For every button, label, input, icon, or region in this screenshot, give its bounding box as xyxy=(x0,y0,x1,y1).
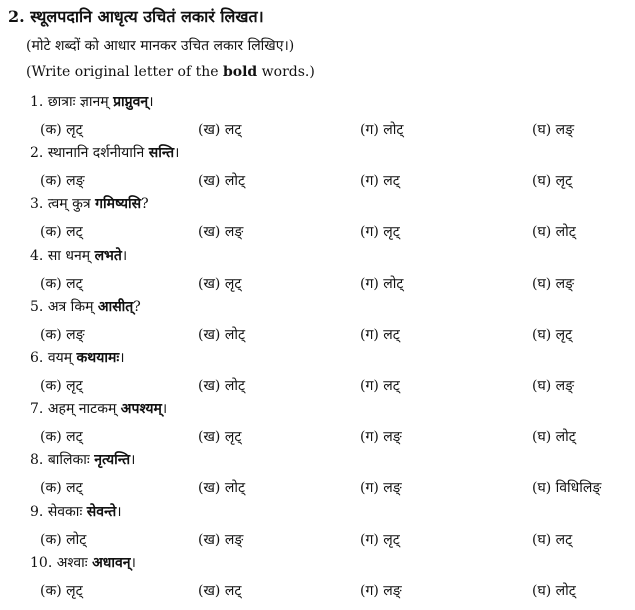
question-bold-word: गमिष्यसि xyxy=(95,196,142,212)
question-bold-word: नृत्यन्ति xyxy=(94,452,131,468)
question-number: 5. xyxy=(30,299,44,315)
question-number: 8. xyxy=(30,452,44,468)
question-bold-word: कथयामः xyxy=(76,350,120,366)
option-3[interactable]: (ग) लङ् xyxy=(360,480,402,496)
question-number: 10. xyxy=(30,555,53,571)
question-1 xyxy=(30,89,154,115)
option-1[interactable]: (क) लट् xyxy=(40,224,83,240)
options-row-10 xyxy=(0,577,635,605)
option-1[interactable]: (क) लोट् xyxy=(40,532,87,548)
option-4[interactable]: (घ) विधिलिङ् xyxy=(532,480,602,496)
option-4[interactable]: (घ) लङ् xyxy=(532,276,575,292)
question-end-mark: । xyxy=(148,94,154,110)
question-text: अहम् नाटकम् xyxy=(47,401,117,417)
option-3[interactable]: (ग) लट् xyxy=(360,327,400,343)
question-text: सेवकाः xyxy=(47,504,83,520)
option-3[interactable]: (ग) लट् xyxy=(360,378,400,394)
option-1[interactable]: (क) लट् xyxy=(40,429,83,445)
option-3[interactable]: (ग) लृट् xyxy=(360,532,400,548)
question-end-mark: । xyxy=(130,452,136,468)
question-bold-word: अपश्यम् xyxy=(120,401,162,417)
option-2[interactable]: (ख) लोट् xyxy=(198,480,245,496)
option-4[interactable]: (घ) लङ् xyxy=(532,122,575,138)
option-1[interactable]: (क) लट् xyxy=(40,276,83,292)
question-4 xyxy=(30,243,127,269)
option-2[interactable]: (ख) लोट् xyxy=(198,378,245,394)
question-end-mark: ? xyxy=(133,299,141,315)
question-number: 2. xyxy=(30,145,44,161)
question-end-mark: । xyxy=(174,145,180,161)
option-2[interactable]: (ख) लोट् xyxy=(198,173,245,189)
option-2[interactable]: (ख) लट् xyxy=(198,122,242,138)
question-text: त्वम् कुत्र xyxy=(47,196,91,212)
option-1[interactable]: (क) लृट् xyxy=(40,378,83,394)
option-4[interactable]: (घ) लृट् xyxy=(532,173,573,189)
instruction-english xyxy=(26,64,315,80)
option-4[interactable]: (घ) लट् xyxy=(532,532,573,548)
option-3[interactable]: (ग) लङ् xyxy=(360,429,402,445)
instruction-english-after: words.) xyxy=(257,64,315,80)
question-3 xyxy=(30,191,149,217)
question-number: 1. xyxy=(30,94,44,110)
question-7 xyxy=(30,396,167,422)
option-1[interactable]: (क) लङ् xyxy=(40,173,85,189)
option-3[interactable]: (ग) लोट् xyxy=(360,276,404,292)
option-4[interactable]: (घ) लृट् xyxy=(532,327,573,343)
option-2[interactable]: (ख) लङ् xyxy=(198,532,244,548)
question-8 xyxy=(30,447,135,473)
option-1[interactable]: (क) लृट् xyxy=(40,122,83,138)
question-text: बालिकाः xyxy=(47,452,90,468)
question-bold-word: सन्ति xyxy=(148,145,175,161)
question-heading: 2. स्थूलपदानि आधृत्य उचितं लकारं लिखत। xyxy=(8,7,264,26)
options-row-8 xyxy=(0,474,635,502)
option-2[interactable]: (ख) लङ् xyxy=(198,224,244,240)
question-bold-word: अधावन् xyxy=(92,555,131,571)
question-number: 7. xyxy=(30,401,44,417)
option-4[interactable]: (घ) लोट् xyxy=(532,429,576,445)
instruction-english-bold: bold xyxy=(222,64,258,80)
question-text: अश्वाः xyxy=(56,555,88,571)
question-end-mark: । xyxy=(121,248,128,264)
question-number: 3. xyxy=(30,196,44,212)
option-3[interactable]: (ग) लट् xyxy=(360,173,400,189)
option-4[interactable]: (घ) लोट् xyxy=(532,224,576,240)
option-4[interactable]: (घ) लङ् xyxy=(532,378,575,394)
option-3[interactable]: (ग) लङ् xyxy=(360,583,402,599)
question-2 xyxy=(30,140,179,166)
option-2[interactable]: (ख) लृट् xyxy=(198,429,242,445)
question-end-mark: । xyxy=(119,350,125,366)
option-2[interactable]: (ख) लोट् xyxy=(198,327,245,343)
question-bold-word: सेवन्ते xyxy=(86,504,117,520)
question-end-mark: । xyxy=(130,555,136,571)
question-text: सा धनम् xyxy=(47,248,91,264)
instruction-english-before: (Write original letter of the xyxy=(26,64,223,80)
question-end-mark: । xyxy=(116,504,122,520)
question-9 xyxy=(30,499,122,525)
question-bold-word: प्राप्नुवन् xyxy=(113,94,149,110)
question-number: 6. xyxy=(30,350,44,366)
question-text: अत्र किम् xyxy=(47,299,94,315)
option-3[interactable]: (ग) लृट् xyxy=(360,224,400,240)
question-end-mark: ? xyxy=(141,196,149,212)
option-2[interactable]: (ख) लट् xyxy=(198,583,242,599)
question-text: वयम् xyxy=(47,350,73,366)
instruction-hindi: (मोटे शब्दों को आधार मानकर उचित लकार लिखिए।) xyxy=(26,38,295,54)
option-1[interactable]: (क) लृट् xyxy=(40,583,83,599)
option-4[interactable]: (घ) लोट् xyxy=(532,583,576,599)
question-5 xyxy=(30,294,141,320)
option-1[interactable]: (क) लङ् xyxy=(40,327,85,343)
options-row-3 xyxy=(0,218,635,246)
question-bold-word: लभते xyxy=(94,248,122,264)
question-number: 4. xyxy=(30,248,44,264)
question-number: 9. xyxy=(30,504,44,520)
option-1[interactable]: (क) लट् xyxy=(40,480,83,496)
question-bold-word: आसीत् xyxy=(97,299,134,315)
question-end-mark: । xyxy=(161,401,168,417)
option-3[interactable]: (ग) लोट् xyxy=(360,122,404,138)
question-text: छात्राः ज्ञानम् xyxy=(47,94,109,110)
option-2[interactable]: (ख) लृट् xyxy=(198,276,242,292)
question-6 xyxy=(30,345,125,371)
question-text: स्थानानि दर्शनीयानि xyxy=(47,145,145,161)
question-10 xyxy=(30,550,136,576)
